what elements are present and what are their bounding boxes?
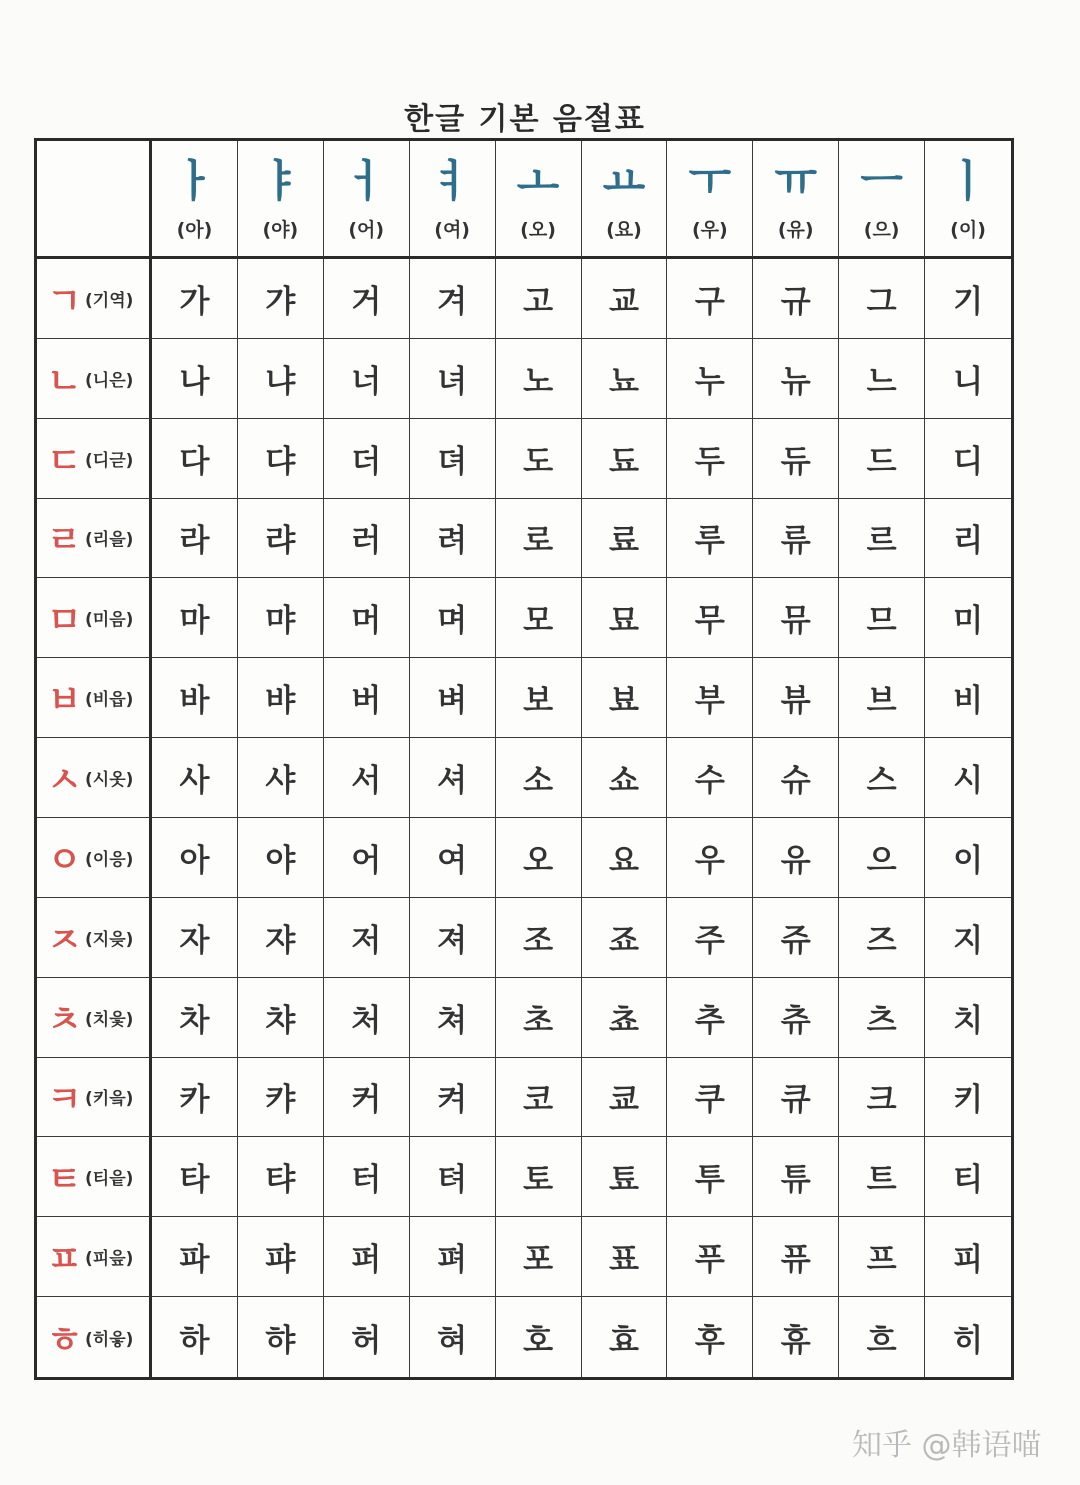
syllable-cell: 아 <box>152 818 238 898</box>
syllable-cell: 햐 <box>238 1297 324 1377</box>
syllable-cell: 쥬 <box>753 898 839 978</box>
syllable-cell: 죠 <box>582 898 668 978</box>
syllable-cell: 츠 <box>839 978 925 1058</box>
vowel-header <box>410 141 496 259</box>
syllable-cell: 너 <box>324 339 410 419</box>
syllable-cell: 져 <box>410 898 496 978</box>
consonant-jamo: ㄹ <box>47 520 82 562</box>
syllable-cell: 랴 <box>238 499 324 579</box>
vowel-header <box>582 141 668 259</box>
syllable-cell: 루 <box>667 499 753 579</box>
syllable-cell: 크 <box>839 1058 925 1138</box>
syllable-cell: 녀 <box>410 339 496 419</box>
syllable-cell: 교 <box>582 259 668 339</box>
consonant-jamo: ㅎ <box>47 1319 82 1361</box>
consonant-name: (비읍) <box>85 690 134 711</box>
syllable-cell: 브 <box>839 658 925 738</box>
syllable-cell: 쿄 <box>582 1058 668 1138</box>
syllable-cell: 버 <box>324 658 410 738</box>
syllable-cell: 리 <box>925 499 1011 579</box>
syllable-cell: 수 <box>667 738 753 818</box>
syllable-cell: 여 <box>410 818 496 898</box>
consonant-jamo: ㅂ <box>47 680 82 722</box>
syllable-cell: 먀 <box>238 578 324 658</box>
syllable-cell: 쇼 <box>582 738 668 818</box>
consonant-jamo: ㄷ <box>47 440 82 482</box>
consonant-name: (리을) <box>85 530 134 551</box>
syllable-cell: 무 <box>667 578 753 658</box>
syllable-cell: 푸 <box>667 1217 753 1297</box>
syllable-cell: 스 <box>839 738 925 818</box>
syllable-cell: 츄 <box>753 978 839 1058</box>
vowel-jamo: ㅣ <box>946 156 990 207</box>
header-corner <box>37 141 152 259</box>
syllable-cell: 뎌 <box>410 419 496 499</box>
consonant-jamo: ㅌ <box>47 1159 82 1201</box>
syllable-cell: 드 <box>839 419 925 499</box>
vowel-jamo: ㅠ <box>774 156 817 207</box>
syllable-cell: 초 <box>496 978 582 1058</box>
syllable-cell: 냐 <box>238 339 324 419</box>
syllable-cell: 뇨 <box>582 339 668 419</box>
syllable-cell: 거 <box>324 259 410 339</box>
syllable-cell: 표 <box>582 1217 668 1297</box>
syllable-cell: 더 <box>324 419 410 499</box>
syllable-cell: 추 <box>667 978 753 1058</box>
syllable-cell: 느 <box>839 339 925 419</box>
vowel-name: (오) <box>520 219 556 241</box>
vowel-name: (여) <box>434 219 470 241</box>
syllable-cell: 벼 <box>410 658 496 738</box>
consonant-name: (티읕) <box>85 1169 134 1190</box>
vowel-header <box>238 141 324 259</box>
syllable-cell: 코 <box>496 1058 582 1138</box>
consonant-name: (기역) <box>85 290 134 311</box>
syllable-cell: 파 <box>152 1217 238 1297</box>
vowel-name: (으) <box>863 219 900 241</box>
syllable-cell: 도 <box>496 419 582 499</box>
syllable-cell: 타 <box>152 1137 238 1217</box>
consonant-jamo: ㅍ <box>47 1239 82 1281</box>
syllable-cell: 쵸 <box>582 978 668 1058</box>
syllable-cell: 쳐 <box>410 978 496 1058</box>
syllable-cell: 셔 <box>410 738 496 818</box>
vowel-name: (우) <box>691 219 728 241</box>
syllable-cell: 누 <box>667 339 753 419</box>
vowel-jamo: ㅜ <box>688 156 732 207</box>
vowel-jamo: ㅑ <box>259 156 302 207</box>
consonant-jamo: ㅋ <box>47 1079 82 1121</box>
consonant-name: (시옷) <box>85 770 134 791</box>
vowel-header <box>152 141 238 259</box>
syllable-cell: 툐 <box>582 1137 668 1217</box>
syllable-cell: 켜 <box>410 1058 496 1138</box>
syllable-cell: 큐 <box>753 1058 839 1138</box>
syllable-cell: 후 <box>667 1297 753 1377</box>
vowel-header <box>667 141 753 259</box>
vowel-header <box>925 141 1011 259</box>
syllable-cell: 즈 <box>839 898 925 978</box>
syllable-cell: 슈 <box>753 738 839 818</box>
watermark: 知乎 @韩语喵 <box>852 1428 1042 1463</box>
syllable-cell: 캬 <box>238 1058 324 1138</box>
vowel-name: (유) <box>777 219 814 241</box>
consonant-header <box>37 658 152 738</box>
syllable-cell: 두 <box>667 419 753 499</box>
syllable-cell: 차 <box>152 978 238 1058</box>
syllable-cell: 댜 <box>238 419 324 499</box>
syllable-cell: 나 <box>152 339 238 419</box>
syllable-cell: 로 <box>496 499 582 579</box>
syllable-cell: 디 <box>925 419 1011 499</box>
syllable-cell: 유 <box>753 818 839 898</box>
syllable-cell: 휴 <box>753 1297 839 1377</box>
syllable-cell: 마 <box>152 578 238 658</box>
syllable-cell: 소 <box>496 738 582 818</box>
syllable-cell: 노 <box>496 339 582 419</box>
consonant-header <box>37 1297 152 1377</box>
syllable-cell: 쿠 <box>667 1058 753 1138</box>
syllable-cell: 려 <box>410 499 496 579</box>
syllable-cell: 퓨 <box>753 1217 839 1297</box>
syllable-cell: 겨 <box>410 259 496 339</box>
consonant-jamo: ㅅ <box>47 760 82 802</box>
syllable-cell: 류 <box>753 499 839 579</box>
consonant-header <box>37 898 152 978</box>
syllable-cell: 퍼 <box>324 1217 410 1297</box>
vowel-jamo: ㅗ <box>516 156 560 207</box>
consonant-jamo: ㅊ <box>47 999 82 1041</box>
consonant-jamo: ㅁ <box>47 600 82 642</box>
syllable-cell: 서 <box>324 738 410 818</box>
syllable-cell: 뮤 <box>753 578 839 658</box>
consonant-header <box>37 578 152 658</box>
syllable-cell: 뉴 <box>753 339 839 419</box>
syllable-cell: 어 <box>324 818 410 898</box>
syllable-cell: 커 <box>324 1058 410 1138</box>
vowel-jamo: ㅏ <box>173 156 216 207</box>
vowel-jamo: ㅡ <box>860 156 903 207</box>
consonant-name: (디귿) <box>85 450 134 471</box>
syllable-cell: 라 <box>152 499 238 579</box>
syllable-cell: 구 <box>667 259 753 339</box>
consonant-name: (지읒) <box>85 929 134 950</box>
syllable-cell: 포 <box>496 1217 582 1297</box>
syllable-cell: 고 <box>496 259 582 339</box>
syllable-cell: 키 <box>925 1058 1011 1138</box>
syllable-cell: 바 <box>152 658 238 738</box>
syllable-cell: 므 <box>839 578 925 658</box>
syllable-cell: 부 <box>667 658 753 738</box>
syllable-cell: 뱌 <box>238 658 324 738</box>
syllable-cell: 으 <box>839 818 925 898</box>
syllable-chart <box>34 138 1014 1380</box>
syllable-cell: 효 <box>582 1297 668 1377</box>
syllable-cell: 다 <box>152 419 238 499</box>
consonant-name: (니은) <box>85 370 134 391</box>
syllable-cell: 이 <box>925 818 1011 898</box>
syllable-cell: 머 <box>324 578 410 658</box>
syllable-cell: 퍄 <box>238 1217 324 1297</box>
vowel-header <box>839 141 925 259</box>
syllable-cell: 튜 <box>753 1137 839 1217</box>
syllable-cell: 미 <box>925 578 1011 658</box>
syllable-cell: 히 <box>953 1322 984 1359</box>
vowel-jamo: ㅕ <box>430 156 474 207</box>
syllable-cell: 처 <box>324 978 410 1058</box>
vowel-name: (요) <box>606 219 642 241</box>
consonant-name: (키읔) <box>85 1089 134 1110</box>
consonant-header <box>37 818 152 898</box>
vowel-name: (야) <box>262 219 299 241</box>
consonant-header <box>37 1217 152 1297</box>
consonant-name: (히읗) <box>85 1329 134 1350</box>
syllable-cell: 료 <box>582 499 668 579</box>
syllable-cell: 규 <box>753 259 839 339</box>
syllable-cell: 됴 <box>582 419 668 499</box>
syllable-cell: 러 <box>324 499 410 579</box>
syllable-cell: 탸 <box>238 1137 324 1217</box>
syllable-cell: 가 <box>152 259 238 339</box>
syllable-cell: 그 <box>839 259 925 339</box>
syllable-cell: 야 <box>238 818 324 898</box>
syllable-cell: 뷰 <box>753 658 839 738</box>
vowel-name: (이) <box>950 219 986 241</box>
consonant-header <box>37 499 152 579</box>
syllable-cell: 텨 <box>410 1137 496 1217</box>
consonant-header <box>37 1137 152 1217</box>
syllable-cell: 조 <box>496 898 582 978</box>
syllable-cell: 호 <box>496 1297 582 1377</box>
syllable-cell: 치 <box>925 978 1011 1058</box>
consonant-header <box>37 738 152 818</box>
syllable-cell: 지 <box>925 898 1011 978</box>
consonant-header <box>37 259 152 339</box>
syllable-cell: 뵤 <box>582 658 668 738</box>
syllable-cell: 토 <box>496 1137 582 1217</box>
syllable-cell: 오 <box>496 818 582 898</box>
syllable-cell: 주 <box>667 898 753 978</box>
syllable-cell: 듀 <box>753 419 839 499</box>
syllable-cell: 하 <box>152 1297 238 1377</box>
syllable-cell: 피 <box>925 1217 1011 1297</box>
vowel-name: (어) <box>348 219 385 241</box>
syllable-cell: 갸 <box>238 259 324 339</box>
syllable-cell: 프 <box>839 1217 925 1297</box>
vowel-jamo: ㅓ <box>344 156 388 207</box>
syllable-cell: 터 <box>324 1137 410 1217</box>
vowel-header <box>496 141 582 259</box>
consonant-name: (미음) <box>85 610 134 631</box>
syllable-cell: 사 <box>152 738 238 818</box>
consonant-jamo: ㅇ <box>47 839 82 881</box>
syllable-cell: 저 <box>324 898 410 978</box>
syllable-cell: 샤 <box>238 738 324 818</box>
syllable-cell: 혀 <box>410 1297 496 1377</box>
syllable-cell: 우 <box>667 818 753 898</box>
syllable-cell: 흐 <box>839 1297 925 1377</box>
consonant-header <box>37 419 152 499</box>
vowel-header <box>324 141 410 259</box>
consonant-name: (치읓) <box>85 1009 134 1030</box>
syllable-cell: 허 <box>324 1297 410 1377</box>
syllable-cell: 기 <box>925 259 1011 339</box>
syllable-cell: 챠 <box>238 978 324 1058</box>
consonant-name: (피읖) <box>85 1249 134 1270</box>
syllable-cell: 펴 <box>410 1217 496 1297</box>
vowel-header <box>753 141 839 259</box>
chart-title: 한글 기본 음절표 <box>404 102 646 137</box>
syllable-cell: 시 <box>925 738 1011 818</box>
syllable-cell: 자 <box>152 898 238 978</box>
consonant-jamo: ㄴ <box>47 360 82 402</box>
syllable-cell: 르 <box>839 499 925 579</box>
syllable-cell: 쟈 <box>238 898 324 978</box>
syllable-cell: 묘 <box>582 578 668 658</box>
vowel-jamo: ㅛ <box>602 156 646 207</box>
consonant-jamo: ㄱ <box>47 280 82 322</box>
syllable-cell: 티 <box>925 1137 1011 1217</box>
syllable-cell: 투 <box>667 1137 753 1217</box>
consonant-header <box>37 978 152 1058</box>
syllable-cell: 카 <box>152 1058 238 1138</box>
consonant-header <box>37 339 152 419</box>
syllable-cell: 보 <box>496 658 582 738</box>
syllable-cell: 며 <box>410 578 496 658</box>
vowel-name: (아) <box>176 219 213 241</box>
syllable-cell: 니 <box>925 339 1011 419</box>
syllable-cell: 모 <box>496 578 582 658</box>
syllable-cell: 트 <box>839 1137 925 1217</box>
syllable-cell: 요 <box>582 818 668 898</box>
consonant-name: (이응) <box>85 849 134 870</box>
syllable-cell: 비 <box>925 658 1011 738</box>
consonant-header <box>37 1058 152 1138</box>
consonant-jamo: ㅈ <box>47 919 82 961</box>
